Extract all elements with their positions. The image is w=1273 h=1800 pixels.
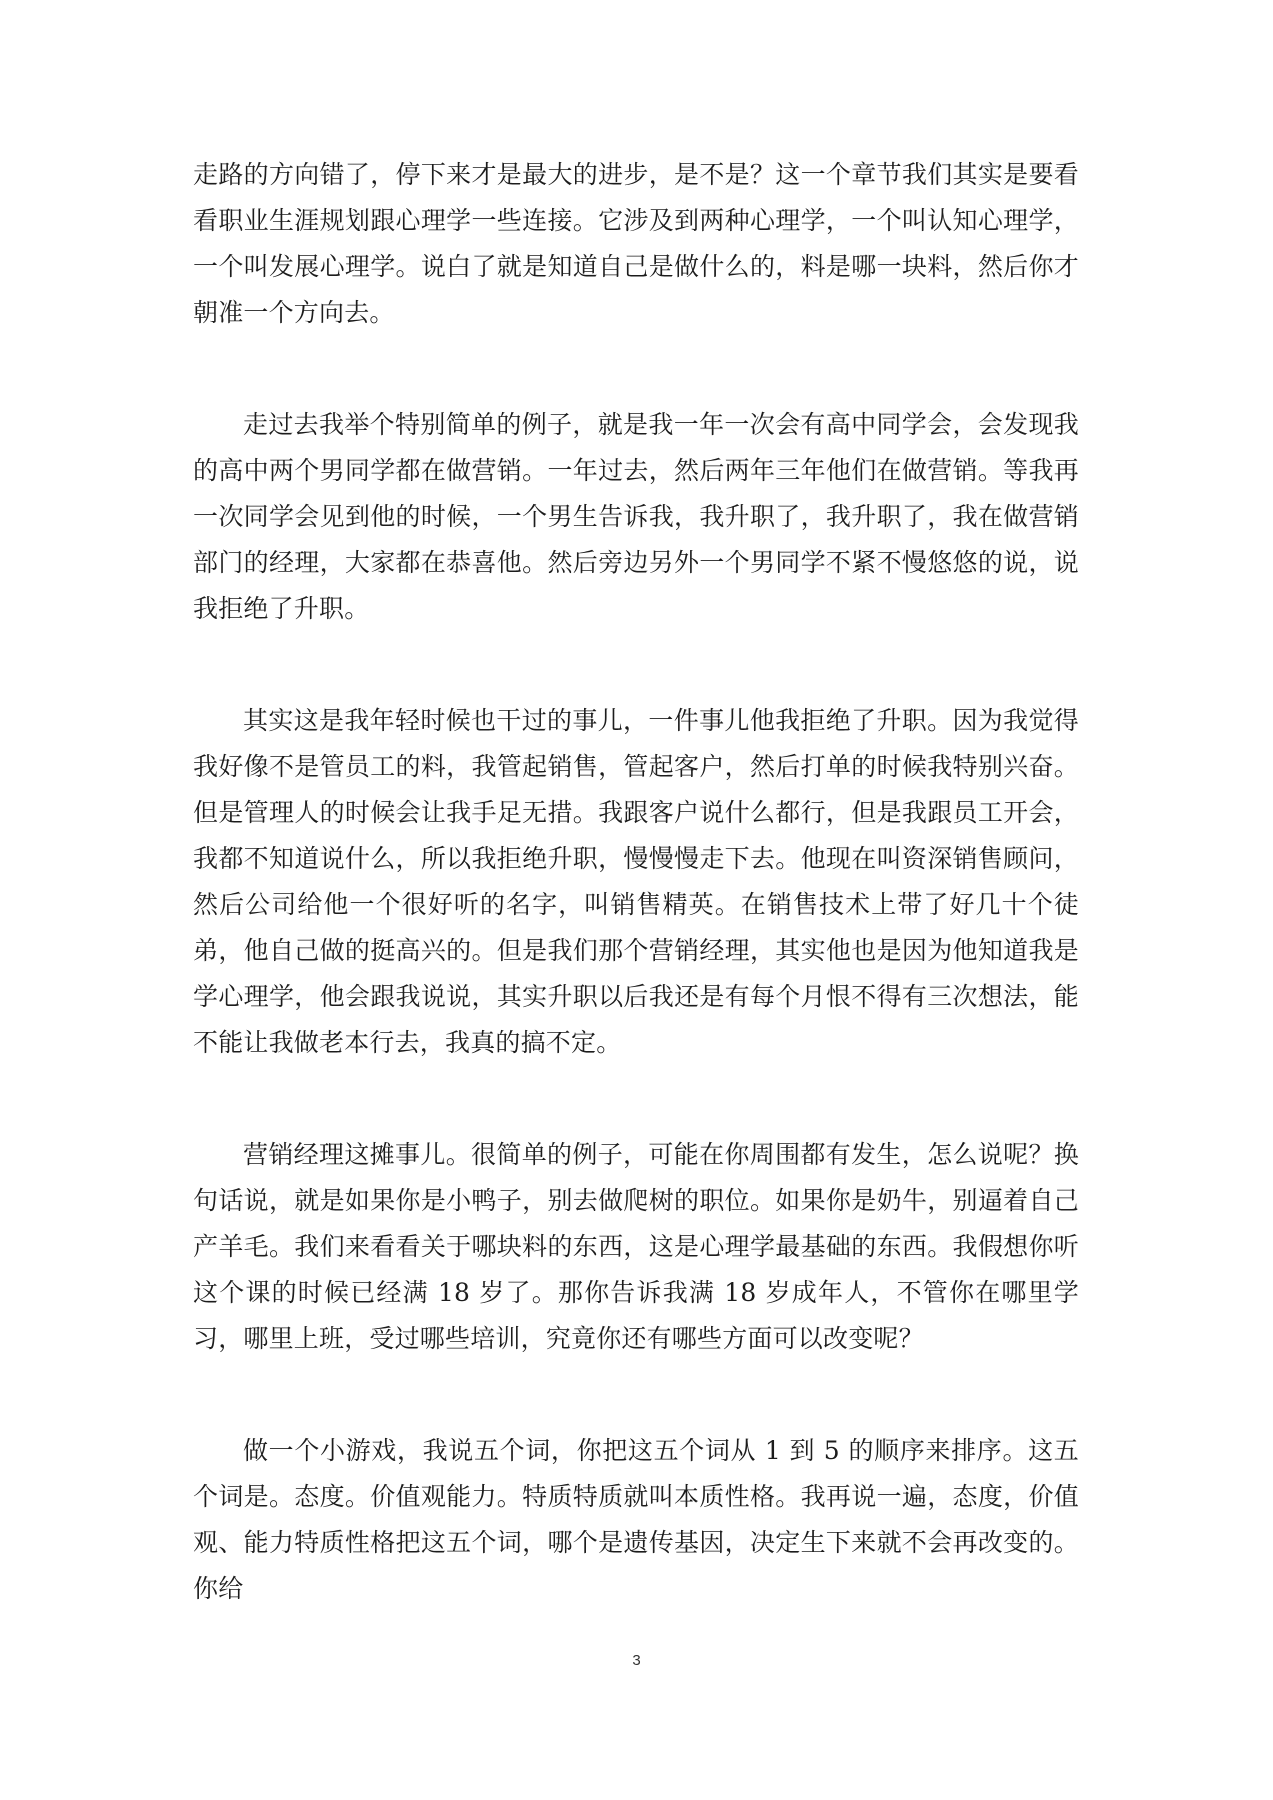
paragraph-5: 做一个小游戏，我说五个词，你把这五个词从 1 到 5 的顺序来排序。这五个词是。态度。价值观能力。特质特质就叫本质性格。我再说一遍，态度，价值观、能力特质性格把这五个词，哪个是遗传基因，决定生下来就不会再改变的。你给: [193, 1436, 1079, 1603]
paragraph-4: 营销经理这摊事儿。很简单的例子，可能在你周围都有发生，怎么说呢？换句话说，就是如果你是小鸭子，别去做爬树的职位。如果你是奶牛，别逼着自己产羊毛。我们来看看关于哪块料的东西，这是心理学最基础的东西。我假想你听这个课的时候已经满 18 岁了。那你告诉我满 18 岁成年人，不管你在哪里学习，哪里上班，受过哪些培训，究竟你还有哪些方面可以改变呢？: [193, 1140, 1079, 1353]
page-number: 3: [632, 1652, 641, 1669]
paragraph-3: 其实这是我年轻时候也干过的事儿，一件事儿他我拒绝了升职。因为我觉得我好像不是管员工的料，我管起销售，管起客户，然后打单的时候我特别兴奋。但是管理人的时候会让我手足无措。我跟客户说什么都行，但是我跟员工开会，我都不知道说什么，所以我拒绝升职，慢慢慢走下去。他现在叫资深销售顾问，然后公司给他一个很好听的名字，叫销售精英。在销售技术上带了好几十个徒弟，他自己做的挺高兴的。但是我们那个营销经理，其实他也是因为他知道我是学心理学，他会跟我说说，其实升职以后我还是有每个月恨不得有三次想法，能不能让我做老本行去，我真的搞不定。: [193, 706, 1079, 1057]
body-text: [193, 152, 1079, 1612]
paragraph-1: 走路的方向错了，停下来才是最大的进步，是不是？这一个章节我们其实是要看看职业生涯规划跟心理学一些连接。它涉及到两种心理学，一个叫认知心理学，一个叫发展心理学。说白了就是知道自己是做什么的，料是哪一块料，然后你才朝准一个方向去。: [193, 160, 1079, 327]
paragraph-2: 走过去我举个特别简单的例子，就是我一年一次会有高中同学会，会发现我的高中两个男同学都在做营销。一年过去，然后两年三年他们在做营销。等我再一次同学会见到他的时候，一个男生告诉我，我升职了，我升职了，我在做营销部门的经理，大家都在恭喜他。然后旁边另外一个男同学不紧不慢悠悠的说，说我拒绝了升职。: [193, 410, 1079, 623]
